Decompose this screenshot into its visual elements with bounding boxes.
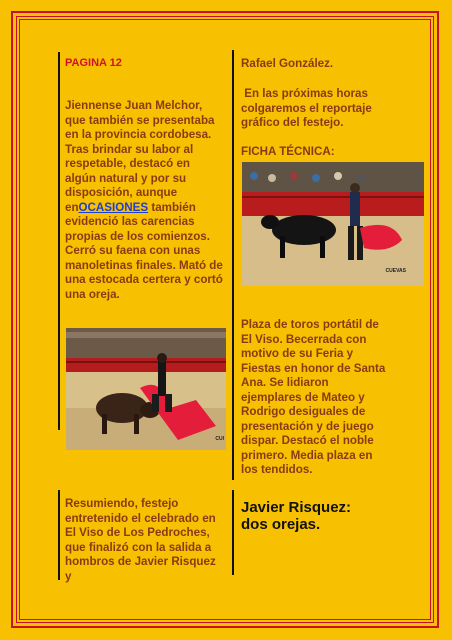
bullfight-photo-left — [66, 328, 226, 450]
left-paragraph-1 — [65, 99, 223, 302]
photo-right-credit: CUEVAS — [385, 268, 406, 274]
ocasiones-link[interactable]: OCASIONES — [78, 200, 149, 214]
right-paragraph-3: Plaza de toros portátil de El Viso. Becerrada con motivo de su Feria y Fiestas en honor de Santa Ana. Se lidiaron ejemplares de Mateo y Rodrigo desiguales de presentación y de juego dispar. Destacó el noble primero. Media plaza en los tendidos. — [241, 318, 386, 476]
center-column-rule-bottom — [232, 490, 234, 575]
result-line-2: dos orejas. — [241, 516, 321, 533]
center-column-rule-top — [232, 50, 234, 480]
left-column-rule-bottom — [58, 490, 60, 580]
result-line-1: Javier Risquez: — [241, 499, 352, 516]
bullfight-photo-right — [242, 162, 424, 286]
ficha-tecnica-heading: FICHA TÉCNICA: — [241, 145, 335, 158]
photo-left-credit: CUI — [215, 436, 224, 442]
page-label: PAGINA 12 — [65, 57, 122, 69]
left-paragraph-2: Resumiendo, festejo entretenido el celebrado en El Viso de Los Pedroches, que finalizó con la salida a hombros de Javier Risquez y — [65, 497, 216, 583]
right-paragraph-2: En las próximas horas colgaremos el reportaje gráfico del festejo. — [241, 87, 376, 129]
left-column-rule-top — [58, 52, 60, 430]
left-paragraph-1-start: Jiennense Juan Melchor, que también se presentaba en la provincia cordobesa. Tras brindar su labor al respetable, destacó en algún natural y por su disposición, aunque en — [65, 99, 215, 214]
left-paragraph-1-end: también evidenció las carencias propias de los comienzos. Cerró su faena con unas manoletinas finales. Mató de una estocada certera y cortó una oreja. — [65, 200, 223, 301]
right-paragraph-1: Rafael González. — [241, 57, 334, 70]
